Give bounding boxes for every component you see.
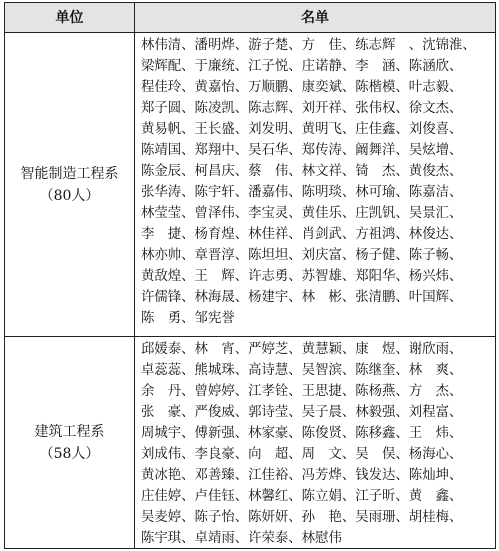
unit-name: 建筑工程系 bbox=[34, 423, 105, 440]
table-header-row bbox=[5, 3, 495, 33]
header-unit: 单位 bbox=[55, 10, 84, 26]
name-line: 林莹莹、曾泽伟、李宝灵、黄佳乐、庄凯钒、吴景汇、 bbox=[141, 206, 463, 221]
unit-count: （80人） bbox=[39, 187, 100, 204]
name-line: 陈金辰、柯昌庆、蔡 伟、林文祥、锜 杰、黄俊杰、 bbox=[141, 164, 463, 179]
name-line: 张华涛、陈宇轩、潘嘉伟、陈明琰、林可瑜、陈嘉洁、 bbox=[141, 185, 463, 200]
name-line: 张 豪、严俊威、郭诗莹、吴子晨、林毅强、刘程富、 bbox=[141, 405, 463, 420]
names-cell bbox=[135, 337, 495, 548]
name-line: 梁辉配、于廉统、江子悦、庄诺静、李 涵、陈涵欣、 bbox=[141, 59, 463, 74]
names-cell bbox=[135, 33, 495, 336]
unit-cell bbox=[5, 33, 134, 336]
name-line: 刘成伟、李良豪、向 超、周 文、吴 俣、杨海心、 bbox=[141, 447, 463, 462]
name-line: 许儒锋、林海晟、杨建宇、林 彬、张清鹏、叶国辉、 bbox=[141, 290, 463, 305]
name-line: 林伟清、潘明烨、游子楚、方 佳、练志辉 、沈锦淮、 bbox=[141, 38, 476, 53]
name-line: 黄敌煌、王 辉、许志勇、苏智雄、郑阳华、杨兴炜、 bbox=[141, 269, 463, 284]
name-line: 卓蕊蕊、熊城珠、高诗慧、吴智滨、陈继奎、林 爽、 bbox=[141, 363, 463, 378]
name-line: 陈靖国、郑翔中、吴石华、郑传涛、阚舞洋、吴炫增、 bbox=[141, 143, 463, 158]
name-line: 陈 勇、邹宪誉 bbox=[141, 311, 235, 326]
table-row-intelligent-manufacturing bbox=[5, 33, 495, 337]
name-line: 郑子圆、陈凌凯、陈志辉、刘开祥、张伟权、徐文杰、 bbox=[141, 101, 463, 116]
name-line: 陈宇琪、卓靖雨、许荣泰、林慰伟 bbox=[141, 531, 342, 546]
name-line: 庄佳婷、卢佳钰、林馨红、陈立娟、江子昕、黄 鑫、 bbox=[141, 489, 463, 504]
unit-cell bbox=[5, 337, 134, 548]
name-line: 李 捷、杨育煌、林佳祥、肖剑武、方祖鸿、林俊达、 bbox=[141, 227, 463, 242]
unit-name: 智能制造工程系 bbox=[20, 165, 119, 182]
honor-roll-table bbox=[4, 2, 496, 549]
name-line: 黄冰艳、邓善臻、江佳裕、冯芳烨、钱发达、陈灿坤、 bbox=[141, 468, 463, 483]
name-line: 黄易帆、王长盛、刘发明、黄明飞、庄佳鑫、刘俊喜、 bbox=[141, 122, 463, 137]
header-names: 名单 bbox=[301, 10, 329, 26]
table-row-civil-engineering bbox=[5, 337, 495, 548]
name-line: 吴麦婷、陈子怡、陈妍妍、孙 艳、吴雨珊、胡桂梅、 bbox=[141, 510, 463, 525]
name-line: 林亦帅、章晋淳、陈坦坦、刘庆富、杨子健、陈子畅、 bbox=[141, 248, 463, 263]
name-line: 程佳玲、黄嘉怡、万顺鹏、康奕斌、陈楷模、叶志毅、 bbox=[141, 80, 463, 95]
name-line: 周城宇、傅新强、林家豪、陈俊贤、陈移鑫、王 炜、 bbox=[141, 426, 463, 441]
name-line: 余 丹、曾婷婷、江孝铨、王思捷、陈杨燕、方 杰、 bbox=[141, 384, 463, 399]
name-line: 邱媛泰、林 宵、严婷芝、黄慧颖、康 煜、谢欣雨、 bbox=[141, 342, 463, 357]
unit-count: （58人） bbox=[39, 445, 100, 462]
